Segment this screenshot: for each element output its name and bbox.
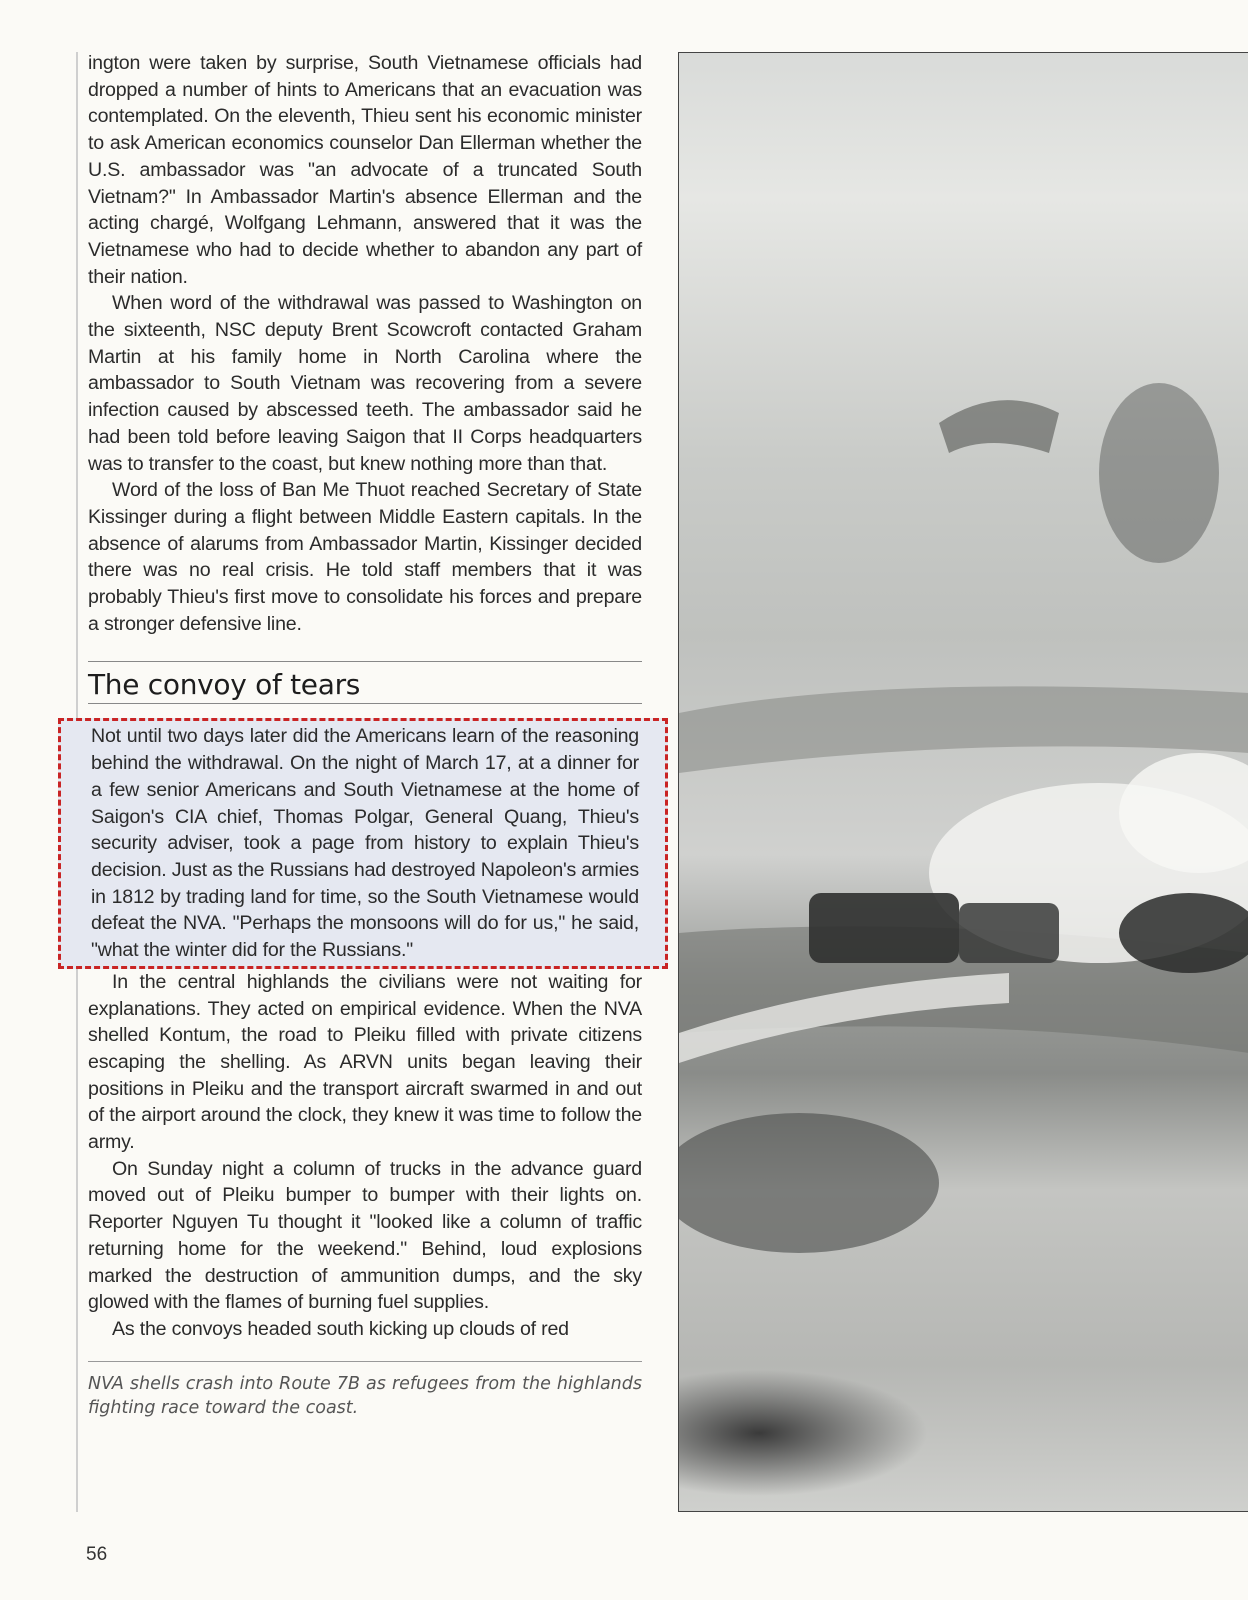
page-number: 56 — [86, 1544, 108, 1565]
photo-convoy-shelling — [678, 52, 1248, 1512]
body-paragraph: Word of the loss of Ban Me Thuot reached Secretary of State Kissinger during a flight between Middle Eastern capitals. In the absence of alarums from Ambassador Martin, Kissinger decided there was no real crisis. He told staff members that it was probably Thieu's first move to consolidate his forces and prepare a stronger defensive line. — [88, 479, 642, 635]
section-heading: The convoy of tears — [88, 668, 361, 702]
body-paragraph: On Sunday night a column of trucks in the advance guard moved out of Pleiku bumper to bumper with their lights on. Reporter Nguyen Tu thought it "looked like a column of traffic returning home for the weekend." Behind, loud explosions marked the destruction of ammunition dumps, and the sky glowed with the flames of burning fuel supplies. — [88, 1157, 642, 1314]
photo-caption: NVA shells crash into Route 7B as refugees from the highlands fighting race toward the coast. — [88, 1373, 642, 1418]
body-paragraph: In the central highlands the civilians were not waiting for explanations. They acted on empirical evidence. When the NVA shelled Kontum, the road to Pleiku filled with private citizens escaping the shelling. As ARVN units began leaving their positions in Pleiku and the transport aircraft swarmed in and out of the airport around the clock, they knew it was time to follow the army. — [88, 970, 642, 1154]
highlighted-paragraph: Not until two days later did the Americans learn of the reasoning behind the withdrawal. On the night of March 17, at a dinner for a few senior Americans and South Vietnamese at the home of Saigon's CIA chief, Thomas Polgar, General Quang, Thieu's security adviser, took a page from history to explain Thieu's decision. Just as the Russians had destroyed Napoleon's armies in 1812 by trading land for time, so the South Vietnamese would defeat the NVA. "Perhaps the monsoons will do for us," he said, "what the winter did for the Russians." — [91, 725, 639, 962]
highlighted-paragraph-box — [58, 718, 668, 968]
caption-rule — [88, 1361, 642, 1362]
body-paragraph: When word of the withdrawal was passed to Washington on the sixteenth, NSC deputy Brent Scowcroft contacted Graham Martin at his family home in North Carolina where the ambassador to South Vietnam was recovering from a severe infection caused by abscessed teeth. The ambassador said he had been told before leaving Saigon that II Corps headquarters was to transfer to the coast, but knew nothing more than that. — [88, 292, 642, 475]
article-text-column — [88, 50, 642, 1420]
photo-illustration — [679, 53, 1248, 1511]
body-paragraph: As the convoys headed south kicking up clouds of red — [112, 1317, 569, 1340]
body-paragraph: ington were taken by surprise, South Vietnamese officials had dropped a number of hints to Americans that an evacuation was contemplated. On the eleventh, Thieu sent his economic minister to ask American economics counselor Dan Ellerman whether the U.S. ambassador was "an advocate of a truncated South Vietnam?" In Ambassador Martin's absence Ellerman and the acting chargé, Wolfgang Lehmann, answered that it was the Vietnamese who had to decide whether to abandon any part of their nation. — [88, 52, 642, 288]
section-heading-block — [88, 661, 642, 704]
